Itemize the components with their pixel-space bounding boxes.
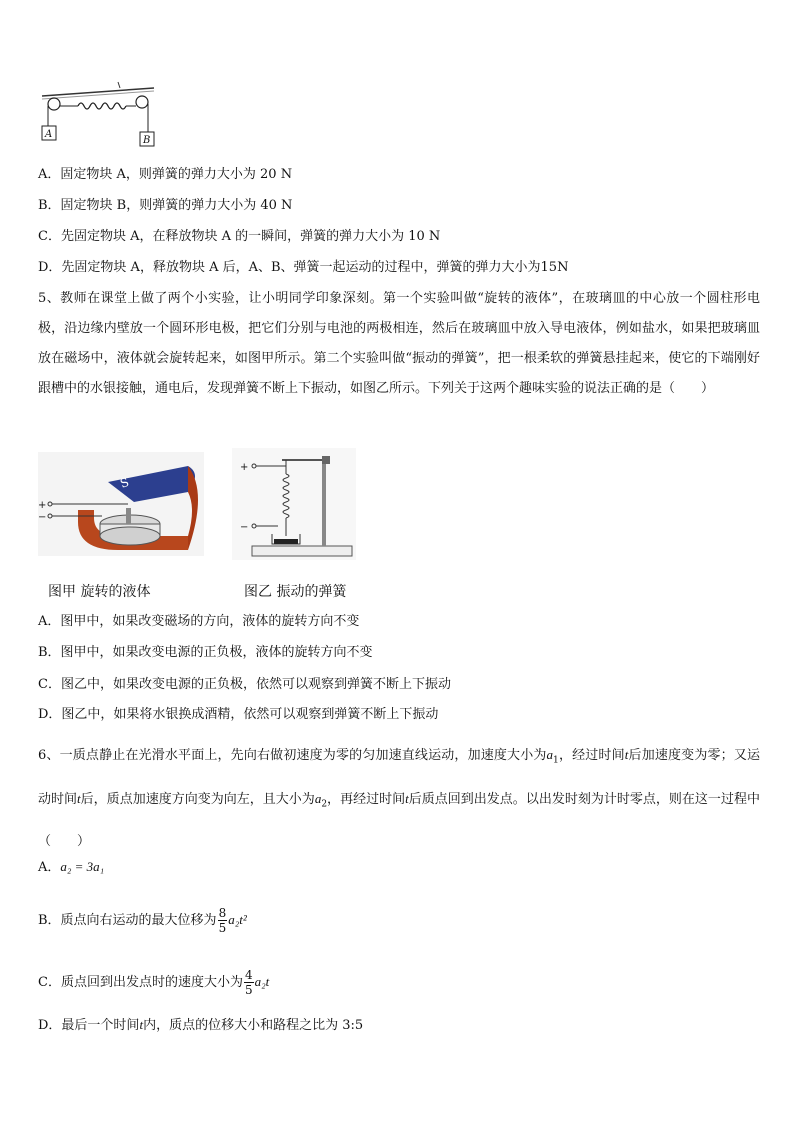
q4-option-b: B．固定物块 B，则弹簧的弹力大小为 40 N (38, 198, 293, 213)
q5-option-b: B．图甲中，如果改变电源的正负极，液体的旋转方向不变 (38, 645, 373, 660)
fig2-minus-label: − (240, 522, 249, 533)
q6-stem: 6、一质点静止在光滑水平面上，先向右做初速度为零的匀加速直线运动，加速度大小为$a_1$，经过时间t后加速度变为零；又运动时间t后，质点加速度方向变为向左，且大小为$a_2$，再经过时间t后质点回到出发点。以出发时刻为计时零点，则在这一过程中（ ） (38, 747, 760, 850)
q4-option-a: A．固定物块 A，则弹簧的弹力大小为 20 N (38, 167, 293, 182)
vibrating-spring-figure (232, 448, 356, 560)
fig1-plus-label: + (38, 500, 47, 511)
q5-option-d: D．图乙中，如果将水银换成酒精，依然可以观察到弹簧不断上下振动 (38, 707, 439, 722)
spring-pulley-figure (38, 80, 158, 148)
q4-option-d: D．先固定物块 A，释放物块 A 后，A、B、弹簧一起运动的过程中，弹簧的弹力大小为15N (38, 260, 569, 275)
rotating-liquid-figure (38, 452, 204, 556)
block-b-label: B (143, 135, 151, 146)
fig1-minus-label: − (38, 512, 47, 523)
q6-option-a: A．a₂ = 3a₁ (38, 859, 105, 875)
q6-option-b: B．质点向右运动的最大位移为 $\frac{8}{5}$ a₂t² (38, 906, 247, 935)
q5-option-c: C．图乙中，如果改变电源的正负极，依然可以观察到弹簧不断上下振动 (38, 677, 451, 692)
fig1-caption: 图甲 旋转的液体 (48, 584, 151, 600)
fraction: $\frac{8}{5}$ (218, 906, 227, 935)
magnet-s-label: S (118, 474, 131, 491)
fig2-plus-label: + (240, 462, 249, 473)
q4-option-c: C．先固定物块 A，在释放物块 A 的一瞬间，弹簧的弹力大小为 10 N (38, 229, 441, 244)
q6-option-c: C．质点回到出发点时的速度大小为 $\frac{4}{5}$ a₂t (38, 968, 270, 997)
q5-option-a: A．图甲中，如果改变磁场的方向，液体的旋转方向不变 (38, 614, 360, 629)
fraction: $\frac{4}{5}$ (244, 968, 253, 997)
block-a-label: A (45, 129, 53, 140)
q5-stem: 5、教师在课堂上做了两个小实验，让小明同学印象深刻。第一个实验叫做“旋转的液体”，在玻璃皿的中心放一个圆柱形电极，沿边缘内壁放一个圆环形电极，把它们分别与电池的两极相连，然后在玻璃皿中放入导电液体，例如盐水，如果把玻璃皿放在磁场中，液体就会旋转起来，如图甲所示。第二个实验叫做“振动的弹簧”，把一根柔软的弹簧悬挂起来，使它的下端刚好跟槽中的水银接触，通电后，发现弹簧不断上下振动，如图乙所示。下列关于这两个趣味实验的说法正确的是（ ） (38, 291, 760, 396)
q6-option-d: D．最后一个时间t内，质点的位移大小和路程之比为 3:5 (38, 1017, 364, 1033)
fig2-caption: 图乙 振动的弹簧 (244, 584, 347, 600)
